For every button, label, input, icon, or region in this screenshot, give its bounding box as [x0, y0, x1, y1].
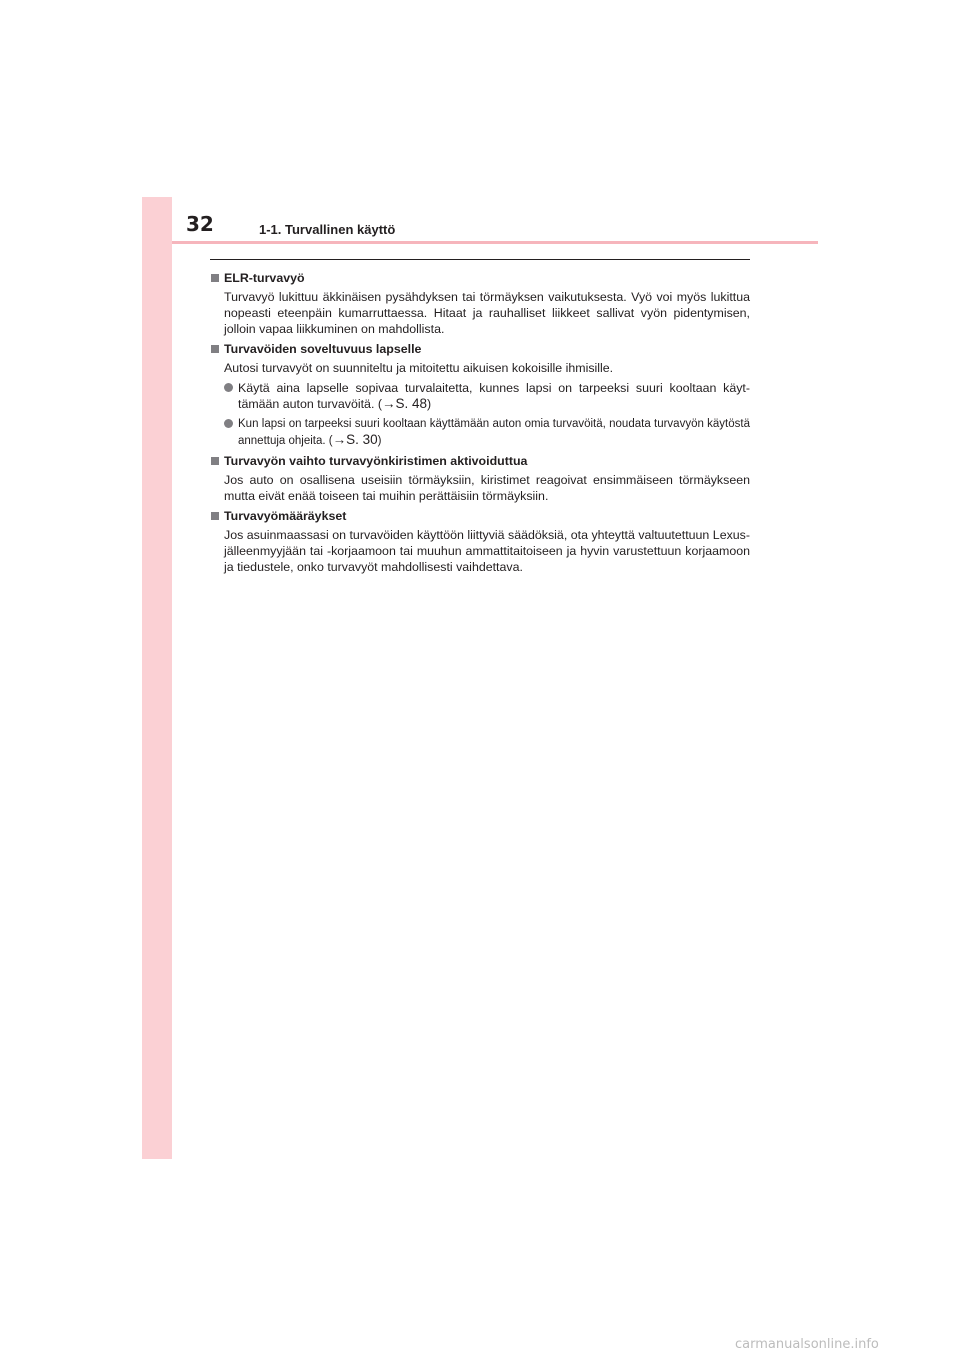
item-paragraph: Jos asuinmaassasi on turvavöiden käyttöön liittyviä säädöksiä, ota yhteyttä valtuutettuun Lexus-jälleenmyyjään tai -korjaamoon tai muuhun ammattitaitoiseen ja hyvin varustettuun korjaamoon ja tiedustele, onko turvavyöt mahdollisesti vaihdettava. — [224, 528, 750, 574]
side-accent-band — [142, 197, 172, 1159]
item-child-suitability — [210, 341, 750, 449]
item-pretensioner-replacement — [210, 453, 750, 504]
content-divider — [210, 259, 750, 260]
item-heading: ELR-turvavyö — [224, 271, 305, 285]
page-number: 32 — [186, 212, 214, 236]
square-bullet-icon — [211, 274, 219, 282]
item-paragraph: Autosi turvavyöt on suunniteltu ja mitoitettu aikuisen kokoisille ihmisille. — [224, 361, 614, 375]
watermark-text: carmanualsonline.info — [735, 1337, 879, 1352]
item-heading: Turvavyön vaihto turvavyönkiristimen aktivoiduttua — [224, 454, 528, 468]
page-reference-link[interactable]: →S. 30 — [332, 432, 378, 447]
content-body — [210, 270, 750, 579]
item-elr-belt — [210, 270, 750, 337]
square-bullet-icon — [211, 457, 219, 465]
bullet-item: Kun lapsi on tarpeeksi suuri kooltaan käyttämään auton omia turvavöitä, noudata turvavyön käytöstä annettuja ohjeita. (→S. 30) — [224, 416, 750, 449]
section-title: 1-1. Turvallinen käyttö — [259, 222, 396, 237]
square-bullet-icon — [211, 345, 219, 353]
round-bullet-icon — [224, 419, 233, 428]
item-paragraph: Turvavyö lukittuu äkkinäisen pysähdyksen tai törmäyksen vaikutuksesta. Vyö voi myös lukittua nopeasti eteenpäin kumarruttaessa. Hitaat ja rauhalliset liikkeet sallivat vyön pidentymisen, jolloin vapaa liikkuminen on mahdollista. — [224, 290, 750, 336]
item-belt-regulations — [210, 508, 750, 575]
bullet-item: Käytä aina lapselle sopivaa turvalaitetta, kunnes lapsi on tarpeeksi suuri kooltaan käyt-tämään auton turvavöitä. (→S. 48) — [224, 380, 750, 412]
round-bullet-icon — [224, 383, 233, 392]
bullet-text: Kun lapsi on tarpeeksi suuri kooltaan käyttämään auton omia turvavöitä, noudata turvavyön käytöstä annettuja ohjeita. ( — [238, 418, 750, 447]
item-heading: Turvavöiden soveltuvuus lapselle — [224, 342, 422, 356]
item-paragraph: Jos auto on osallisena useisiin törmäyksiin, kiristimet reagoivat ensimmäiseen törmäykseen mutta eivät enää toiseen tai muihin perättäisiin törmäyksiin. — [224, 473, 750, 503]
square-bullet-icon — [211, 512, 219, 520]
bullet-text: Käytä aina lapselle sopivaa turvalaitetta, kunnes lapsi on tarpeeksi suuri kooltaan käyt-tämään auton turvavöitä. ( — [238, 381, 750, 411]
item-heading: Turvavyömääräykset — [224, 509, 347, 523]
page-reference-link[interactable]: →S. 48 — [381, 396, 427, 411]
